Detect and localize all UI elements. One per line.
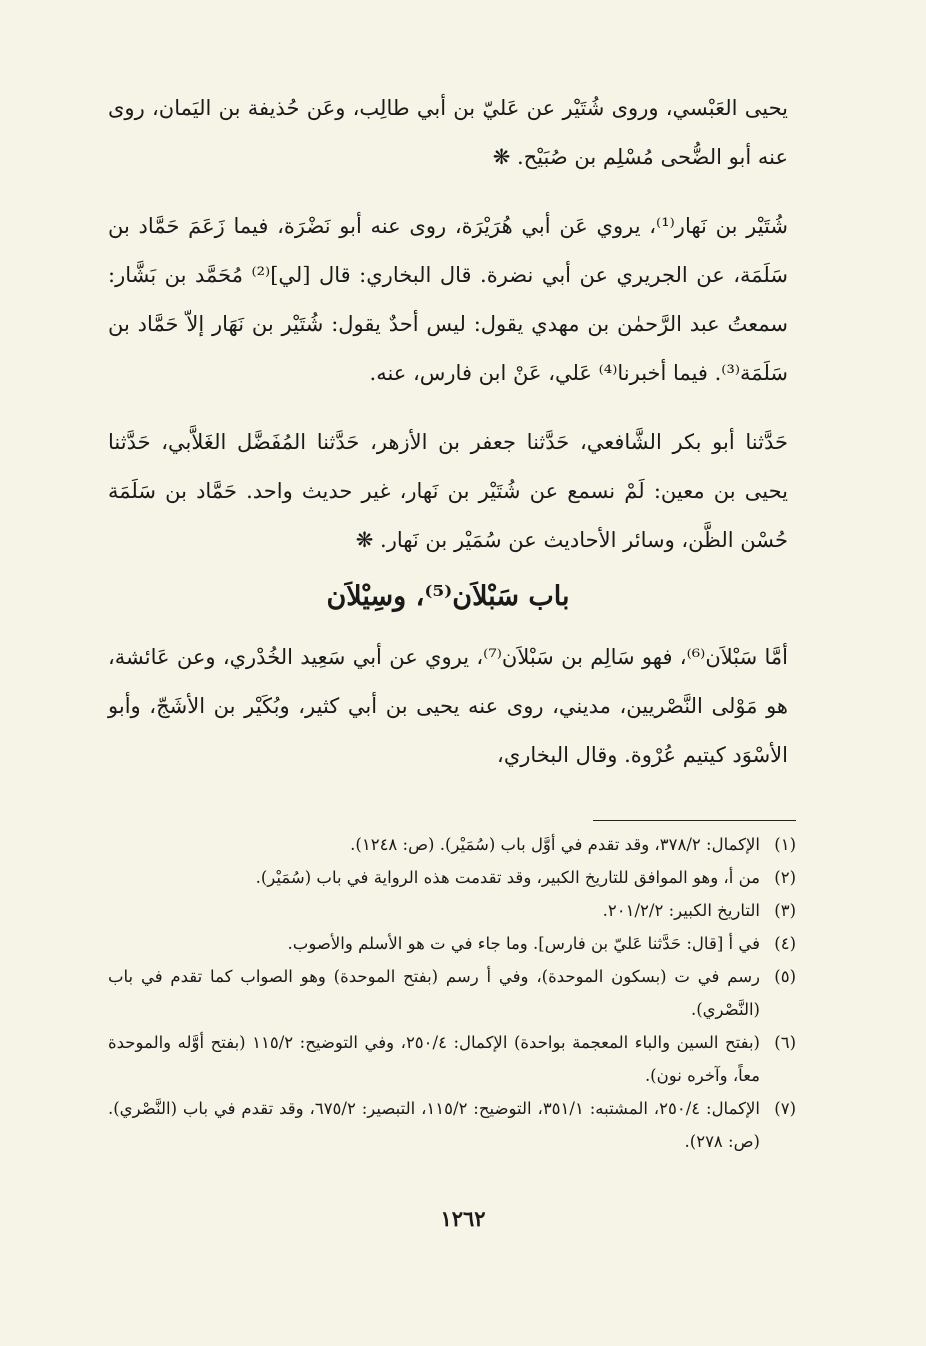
footnote-number: (٥) [774,967,796,986]
paragraph-2: شُتَيْر بن نَهار⁽¹⁾، يروي عَن أبي هُرَيْرَة، روى عنه أبو نَضْرَة، فيما زَعَمَ حَمَّاد بن سَلَمَة، عن الجريري عن أبي نضرة. قال البخاري: قال [لي]⁽²⁾ مُحَمَّد بن بَشَّار: سمعتُ عبد الرَّحمٰن بن مهدي يقول: ليس أحدٌ يقول: شُتَيْر بن نَهَار إلاّ حَمَّاد بن سَلَمَة⁽³⁾. فيما أخبرنا⁽⁴⁾ عَلي، عَنْ ابن فارس، عنه. [108,214,788,385]
main-text [108,84,788,780]
footnote-text: الإكمال: ٣٧٨/٢، وقد تقدم في أوَّل باب (سُمَيْر). (ص: ١٢٤٨). [350,835,760,854]
footnote-text: في أ [قال: حَدَّثنا عَليّ بن فارس]. وما جاء في ت هو الأسلم والأصوب. [287,934,760,953]
footnote-text: الإكمال: ٢٥٠/٤، المشتبه: ٣٥١/١، التوضيح: ١١٥/٢، التبصير: ٦٧٥/٢، وقد تقدم في باب (النَّصْري). (ص: ٢٧٨). [108,1099,760,1151]
footnote-2 [108,861,796,894]
page-number: ١٢٦٢ [440,1206,486,1231]
footnote-number: (٧) [774,1099,796,1118]
footnote-number: (١) [774,835,796,854]
footnote-text: رسم في ت (بسكون الموحدة)، وفي أ رسم (بفتح الموحدة) وهو الصواب كما تقدم في باب (النَّصْري). [108,967,760,1019]
footnote-text: (بفتح السين والباء المعجمة بواحدة) الإكمال: ٢٥٠/٤، وفي التوضيح: ١١٥/٢ (بفتح أوَّله والموحدة معاً، وآخره نون). [108,1033,760,1085]
footnote-number: (٦) [774,1033,796,1052]
footnote-4 [108,927,796,960]
footnote-7 [108,1092,796,1158]
footnote-number: (٣) [774,901,796,920]
paragraph-4: أمَّا سَبْلاَن⁽⁶⁾، فهو سَالِم بن سَبْلاَن⁽⁷⁾، يروي عن أبي سَعِيد الخُدْري، وعن عَائشة، هو مَوْلى النَّصْريين، مديني، روى عنه يحيى بن أبي كثير، وبُكَيْر بن الأشَجّ، وأبو الأسْوَد كيتيم عُرْوة. وقال البخاري، [108,645,789,767]
footnote-text: من أ، وهو الموافق للتاريخ الكبير، وقد تقدمت هذه الرواية في باب (سُمَيْر). [255,868,760,887]
footnote-number: (٢) [774,868,796,887]
footnote-5 [108,960,796,1026]
section-heading: باب سَبْلاَن⁽⁵⁾، وسِيْلاَن [326,581,570,612]
footnote-divider [593,820,796,821]
footnote-text: التاريخ الكبير: ٢٠١/٢/٢. [602,901,760,920]
paragraph-1: يحيى العَبْسي، وروى شُتَيْر عن عَليّ بن أبي طالِب، وعَن حُذيفة بن اليَمان، روى عنه أبو الضُّحى مُسْلِم بن صُبَيْح. ❋ [108,96,788,169]
footnote-number: (٤) [774,934,796,953]
paragraph-3: حَدَّثنا أبو بكر الشَّافعي، حَدَّثنا جعفر بن الأزهر، حَدَّثنا المُفَضَّل الغَلاَّبي، حَدَّثنا يحيى بن معين: لَمْ نسمع عن شُتَيْر بن نَهار، غير حديث واحد. حَمَّاد بن سَلَمَة حُسْن الظَّن، وسائر الأحاديث عن سُمَيْر بن نَهار. ❋ [108,430,788,552]
footnote-6 [108,1026,796,1092]
footnotes [108,828,796,1158]
footnote-1 [108,828,796,861]
footnote-3 [108,894,796,927]
